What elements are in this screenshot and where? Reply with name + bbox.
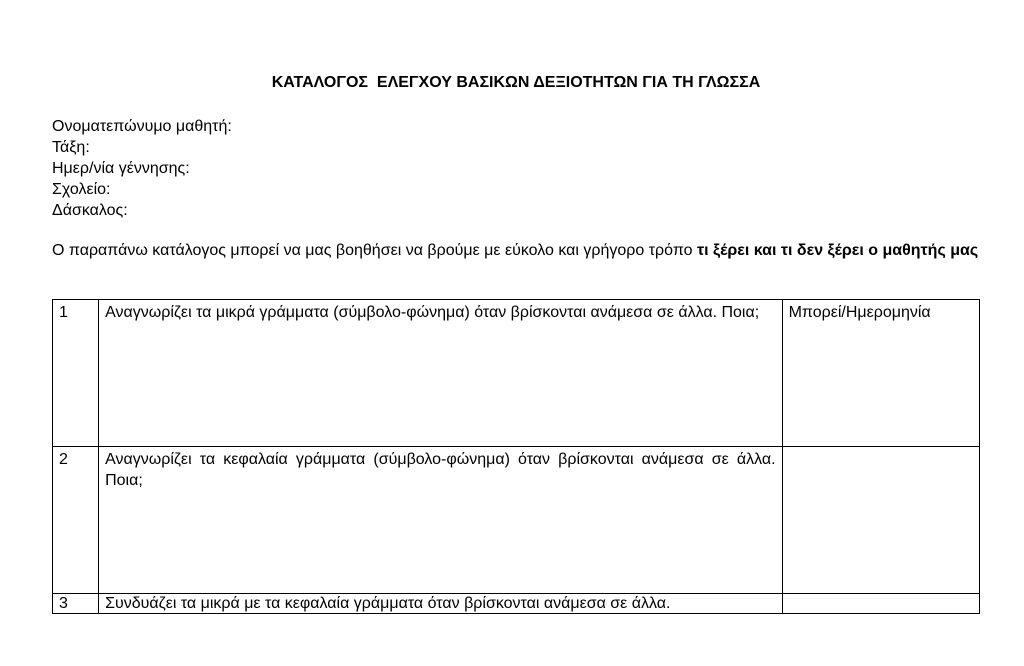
student-info-fields <box>52 116 232 221</box>
field-school: Σχολείο: <box>52 181 111 198</box>
intro-paragraph <box>52 240 979 261</box>
skill-description: Αναγνωρίζει τα μικρά γράμματα (σύμβολο-φώνημα) όταν βρίσκονται ανάμεσα σε άλλα. Ποια; <box>99 300 782 447</box>
intro-bold-text: τι ξέρει και τι δεν ξέρει ο μαθητής μας <box>696 242 979 259</box>
field-student-name: Ονοματεπώνυμο μαθητή: <box>52 118 232 135</box>
status-cell <box>782 594 979 614</box>
intro-text: Ο παραπάνω κατάλογος μπορεί να μας βοηθήσει να βρούμε με εύκολο και γρήγορο τρόπο <box>52 242 697 259</box>
table-row <box>53 447 980 594</box>
skill-description: Συνδυάζει τα μικρά με τα κεφαλαία γράμματα όταν βρίσκονται ανάμεσα σε άλλα. <box>99 594 782 614</box>
status-cell <box>782 447 979 594</box>
table-row <box>53 300 980 447</box>
table-row <box>53 594 980 614</box>
row-number: 2 <box>53 447 99 594</box>
status-header: Μπορεί/Ημερομηνία <box>782 300 979 447</box>
field-teacher: Δάσκαλος: <box>52 202 128 219</box>
skill-description: Αναγνωρίζει τα κεφαλαία γράμματα (σύμβολο-φώνημα) όταν βρίσκονται ανάμεσα σε άλλα. Ποια; <box>99 447 782 594</box>
document-title: ΚΑΤΑΛΟΓΟΣ ΕΛΕΓΧΟΥ ΒΑΣΙΚΩΝ ΔΕΞΙΟΤΗΤΩΝ ΓΙΑ ΤΗ ΓΛΩΣΣΑ <box>271 74 761 91</box>
field-birth-date: Ημερ/νία γέννησης: <box>52 160 190 177</box>
row-number: 3 <box>53 594 99 614</box>
field-class: Τάξη: <box>52 139 90 156</box>
row-number: 1 <box>53 300 99 447</box>
skills-checklist-table <box>52 299 980 614</box>
